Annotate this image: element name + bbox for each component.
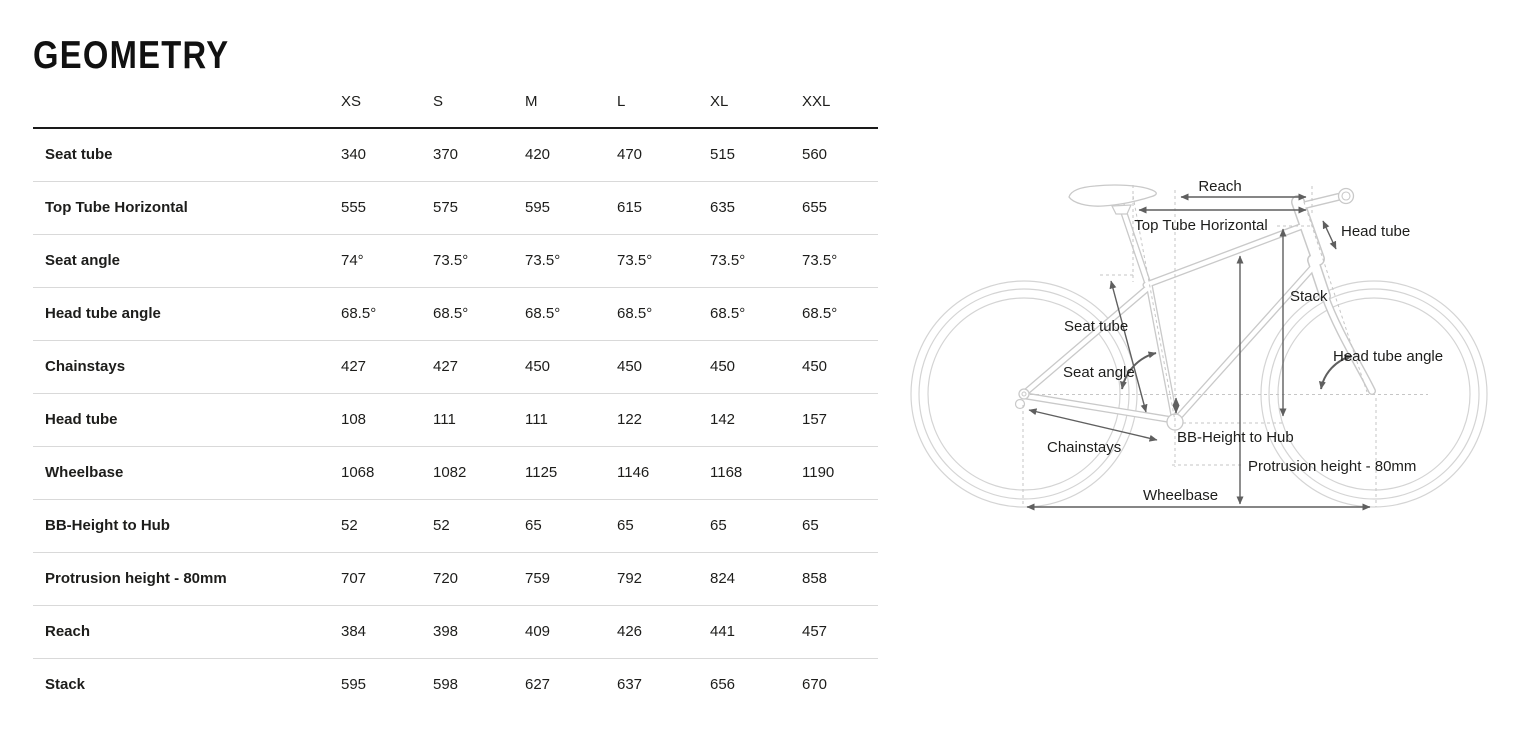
value-cell: 142 [710, 411, 736, 428]
value-cell: 655 [802, 199, 828, 216]
value-cell: 792 [617, 570, 643, 587]
value-cell: 560 [802, 146, 828, 164]
row-label: BB-Height to Hub [45, 517, 170, 534]
top-tube-horizontal-label: Top Tube Horizontal [1134, 217, 1268, 234]
value-cell: 427 [341, 358, 367, 375]
value-cell: 73.5° [802, 252, 838, 269]
value-cell: 157 [802, 411, 828, 428]
value-cell: 470 [617, 146, 643, 164]
value-cell: 615 [617, 199, 643, 216]
value-cell: 68.5° [802, 305, 838, 322]
value-cell: 858 [802, 570, 828, 587]
value-cell: 427 [433, 358, 459, 375]
size-column-header: XS [341, 93, 362, 110]
row-label: Seat tube [45, 146, 113, 164]
row-label: Wheelbase [45, 464, 124, 481]
value-cell: 52 [341, 517, 358, 534]
value-cell: 426 [617, 623, 643, 640]
value-cell: 635 [710, 199, 736, 216]
head-tube-label: Head tube [1341, 223, 1411, 240]
value-cell: 68.5° [433, 305, 469, 322]
value-cell: 595 [525, 199, 551, 216]
value-cell: 637 [617, 676, 643, 694]
value-cell: 65 [710, 517, 727, 534]
value-cell: 515 [710, 146, 736, 164]
wheelbase-label: Wheelbase [1143, 487, 1219, 504]
value-cell: 68.5° [617, 305, 653, 322]
size-column-header: XL [710, 93, 729, 110]
value-cell: 65 [802, 517, 819, 534]
row-label: Seat angle [45, 252, 121, 269]
row-label: Top Tube Horizontal [45, 199, 188, 216]
value-cell: 575 [433, 199, 459, 216]
value-cell: 73.5° [617, 252, 653, 269]
head-tube-arrow [1323, 221, 1336, 249]
size-column-header: L [617, 93, 626, 110]
value-cell: 68.5° [710, 305, 746, 322]
reach-label: Reach [1198, 178, 1242, 195]
value-cell: 450 [617, 358, 643, 375]
seat-angle-label: Seat angle [1063, 364, 1135, 381]
value-cell: 1190 [802, 464, 835, 481]
value-cell: 370 [433, 146, 459, 164]
seat-tube-label: Seat tube [1064, 318, 1129, 335]
stack-label: Stack [1290, 288, 1328, 305]
value-cell: 450 [710, 358, 736, 375]
value-cell: 108 [341, 411, 367, 428]
value-cell: 398 [433, 623, 459, 640]
value-cell: 555 [341, 199, 367, 216]
row-label: Head tube angle [45, 305, 161, 322]
value-cell: 720 [433, 570, 459, 587]
size-column-header: XXL [802, 93, 831, 110]
value-cell: 111 [525, 411, 548, 428]
value-cell: 68.5° [341, 305, 377, 322]
bb-height-to-hub-label: BB-Height to Hub [1177, 429, 1294, 446]
value-cell: 111 [433, 411, 456, 428]
value-cell: 656 [710, 676, 736, 694]
value-cell: 73.5° [710, 252, 746, 269]
value-cell: 1146 [617, 464, 650, 481]
bottom-bracket [1167, 414, 1183, 430]
value-cell: 441 [710, 623, 736, 640]
value-cell: 1168 [710, 464, 743, 481]
value-cell: 1125 [525, 464, 558, 481]
value-cell: 384 [341, 623, 367, 640]
value-cell: 759 [525, 570, 551, 587]
value-cell: 52 [433, 517, 450, 534]
value-cell: 409 [525, 623, 551, 640]
row-label: Stack [45, 676, 86, 694]
page-title: GEOMETRY [33, 34, 230, 77]
value-cell: 627 [525, 676, 551, 694]
value-cell: 340 [341, 146, 367, 164]
row-label: Reach [45, 623, 91, 640]
row-label: Chainstays [45, 358, 126, 375]
row-label: Head tube [45, 411, 118, 428]
value-cell: 450 [802, 358, 828, 375]
row-label: Protrusion height - 80mm [45, 570, 227, 587]
value-cell: 73.5° [525, 252, 561, 269]
value-cell: 457 [802, 623, 828, 640]
size-column-header: S [433, 93, 444, 110]
value-cell: 68.5° [525, 305, 561, 322]
size-column-header: M [525, 93, 538, 110]
value-cell: 595 [341, 676, 367, 694]
value-cell: 73.5° [433, 252, 469, 269]
value-cell: 1068 [341, 464, 375, 481]
value-cell: 824 [710, 570, 736, 587]
value-cell: 65 [525, 517, 542, 534]
value-cell: 670 [802, 676, 828, 694]
chainstays-label: Chainstays [1047, 439, 1122, 456]
value-cell: 1082 [433, 464, 467, 481]
saddle-clamp [1112, 205, 1131, 214]
value-cell: 598 [433, 676, 459, 694]
value-cell: 420 [525, 146, 551, 164]
value-cell: 122 [617, 411, 643, 428]
protrusion-height-label: Protrusion height - 80mm [1248, 458, 1417, 475]
value-cell: 74° [341, 252, 364, 269]
head-tube-angle-label: Head tube angle [1333, 348, 1444, 365]
saddle [1069, 185, 1156, 206]
value-cell: 65 [617, 517, 634, 534]
value-cell: 450 [525, 358, 551, 375]
value-cell: 707 [341, 570, 367, 587]
